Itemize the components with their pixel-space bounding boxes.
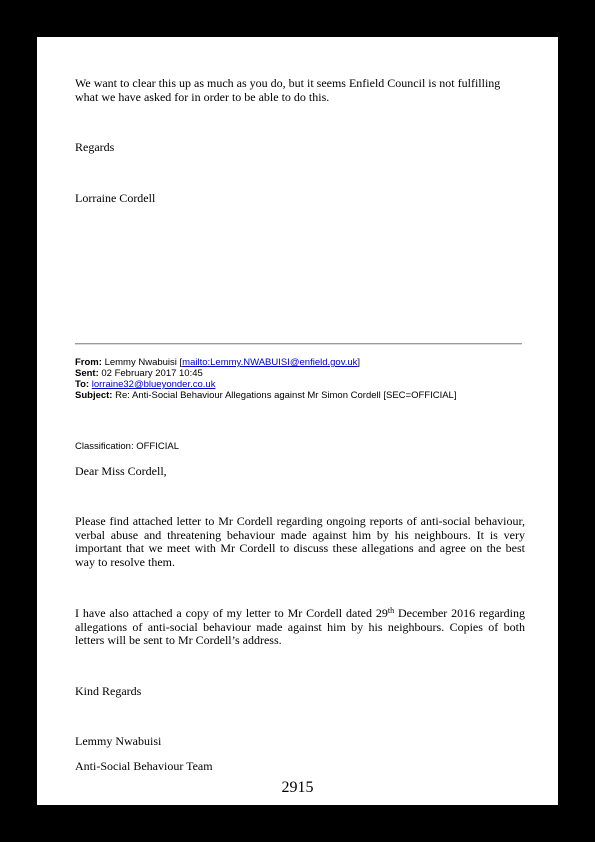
letter2-closing: Kind Regards <box>75 684 142 698</box>
paragraph2-superscript: th <box>387 606 395 615</box>
from-name: Lemmy Nwabuisi [ <box>104 357 183 368</box>
sent-value: 02 February 2017 10:45 <box>101 368 203 379</box>
from-end: ] <box>357 357 361 368</box>
subject-row <box>75 390 525 401</box>
letter1-paragraph: We want to clear this up as much as you do, but it seems Enfield Council is not fulfilling what we have asked for in order to be able to do this. <box>75 76 501 104</box>
from-label: From: <box>75 357 102 368</box>
letter1-closing: Regards <box>75 140 115 154</box>
document-page <box>37 37 558 805</box>
signature-team: Anti-Social Behaviour Team <box>75 759 213 773</box>
letter2-paragraph2 <box>75 607 525 648</box>
letter1-signature: Lorraine Cordell <box>75 191 156 205</box>
email-divider <box>75 343 522 344</box>
to-label: To: <box>75 379 90 390</box>
sent-label: Sent: <box>75 368 99 379</box>
subject-value: Re: Anti-Social Behaviour Allegations against Mr Simon Cordell [SEC=OFFICIAL] <box>115 390 457 401</box>
to-row <box>75 379 525 390</box>
to-email-link[interactable]: lorraine32@blueyonder.co.uk <box>91 379 216 390</box>
email-header <box>75 357 525 401</box>
subject-label: Subject: <box>75 390 113 401</box>
letter2-paragraph1: Please find attached letter to Mr Cordell regarding ongoing reports of anti-social behaviour, verbal abuse and threatening behaviour made against him by his neighbours. It is very important that we meet with Mr Cordell to discuss these allegations and agree on the best way to resolve them. <box>75 514 525 569</box>
sent-row <box>75 368 525 379</box>
classification-label: Classification: OFFICIAL <box>75 441 179 452</box>
signature-name: Lemmy Nwabuisi <box>75 734 162 748</box>
paragraph2-start: I have also attached a copy of my letter to Mr Cordell dated 29 <box>75 606 388 620</box>
page-number: 2915 <box>281 779 314 796</box>
from-row <box>75 357 525 368</box>
from-email-link[interactable]: mailto:Lemmy.NWABUISI@enfield.gov.uk <box>182 357 358 368</box>
paragraph2-end: December 2016 regarding allegations of anti-social behaviour made against him by his neighbours. Copies of both letters will be sent to Mr Cordell’s address. <box>75 606 525 647</box>
salutation: Dear Miss Cordell, <box>75 464 167 478</box>
